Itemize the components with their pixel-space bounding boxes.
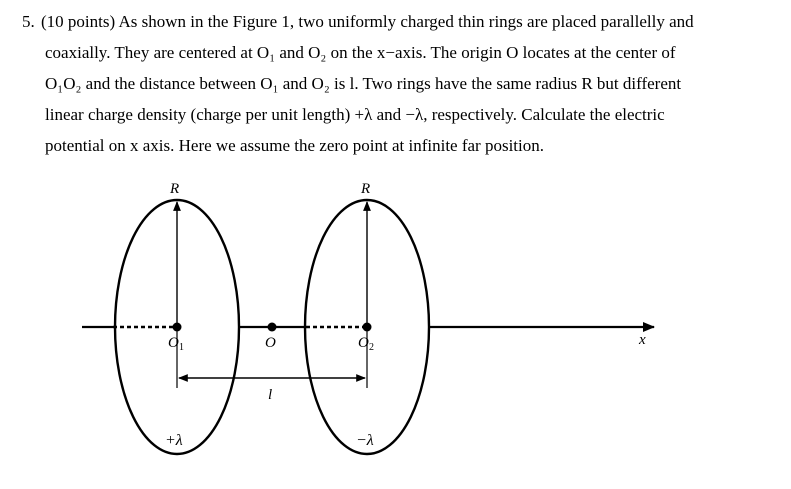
axis-x-label: x: [639, 332, 646, 348]
origin-dot: [268, 323, 277, 332]
problem-text-line-3: O₁O₂ and the distance between O₁ and O₂ is l. Two rings have the same radius R but different: [45, 74, 682, 93]
left-radius-label: R: [170, 181, 180, 197]
problem-text-line-4: linear charge density (charge per unit length) +λ and −λ, respectively. Calculate the electric: [45, 105, 665, 124]
problem-number: 5.: [22, 12, 35, 31]
problem-text-line-5: potential on x axis. Here we assume the zero point at infinite far position.: [45, 136, 545, 155]
o2-label: O: [358, 335, 369, 351]
distance-label: l: [268, 387, 273, 403]
problem-text-line-2: coaxially. They are centered at O₁ and O₂ on the x−axis. The origin O locates at the center of: [45, 43, 676, 62]
problem-points: (10 points): [41, 12, 116, 31]
o2-dot: [363, 323, 372, 332]
o1-dot: [173, 323, 182, 332]
o1-subscript: 1: [179, 342, 184, 353]
o1-label: O: [168, 335, 179, 351]
right-charge-label: −λ: [356, 432, 374, 449]
o2-subscript: 2: [369, 342, 374, 353]
left-charge-label: +λ: [165, 432, 183, 449]
right-radius-label: R: [361, 181, 371, 197]
origin-label: O: [265, 335, 276, 351]
problem-text-line-1: As shown in the Figure 1, two uniformly charged thin rings are placed parallelly and: [118, 12, 694, 31]
